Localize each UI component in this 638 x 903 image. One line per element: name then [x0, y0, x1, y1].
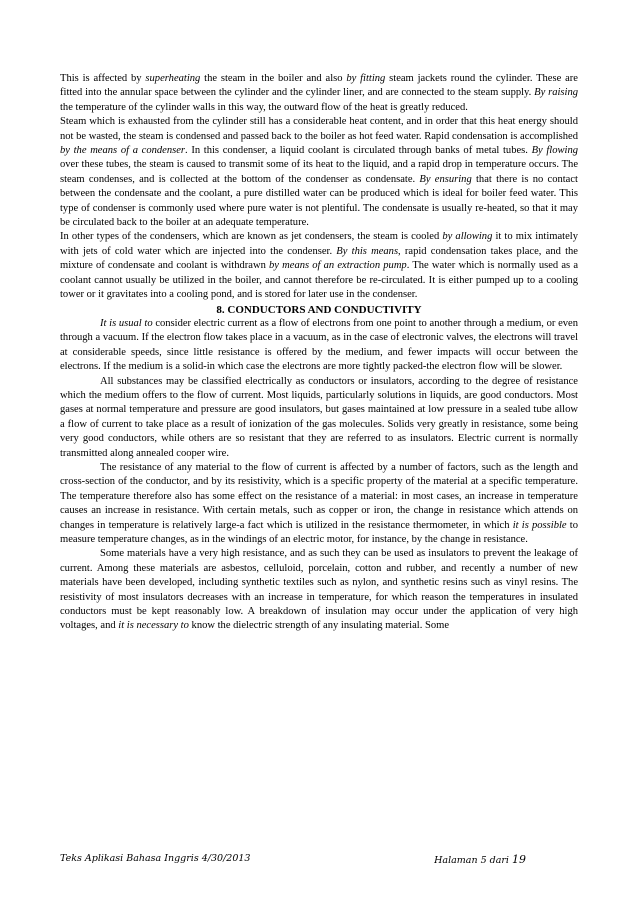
- paragraph-text: Some materials have a very high resistance, and as such they can be used as insulators to prevent the leakage of current. Among these materials are asbestos, celluloid, porcelain, cotton and rubber, and recently a number of new materials have been developed, including synthetic textiles such as nylon, and synthetic resins such as vinyl resins. The resistivity of most insulators decreases with an increase in temperature, for which reason the temperatures in insulated conductors must be kept reasonably low. A breakdown of insulation may occur under the application of very high voltages, and: [60, 548, 578, 632]
- footer-page-total: 19: [512, 853, 526, 866]
- paragraph: [60, 547, 578, 633]
- paragraph-text: . In this condenser, a liquid coolant is circulated through banks of metal tubes.: [185, 145, 532, 157]
- paragraph-text: steam jackets round the cylinder. These are fitted into the annular space between the cylinder and the cylinder liner, and are connected to the steam supply.: [60, 73, 578, 99]
- paragraph: [60, 461, 578, 547]
- paragraph-text: it to mix intimately with jets of cold water which are injected into the condenser.: [60, 231, 578, 257]
- paragraph: [60, 230, 578, 302]
- emphasis-text: it is possible: [512, 519, 567, 531]
- section-heading: [60, 303, 578, 317]
- emphasis-text: by means of an extraction pump: [269, 260, 407, 272]
- paragraph-text: In other types of the condensers, which are known as jet condensers, the steam is cooled: [60, 231, 443, 243]
- paragraph-text: know the dielectric strength of any insulating material. Some: [188, 620, 449, 632]
- emphasis-text: by the means of a condenser: [60, 145, 185, 157]
- footer-page-number: [434, 853, 526, 866]
- paragraph: [60, 317, 578, 375]
- page-footer: [60, 853, 578, 866]
- emphasis-text: It is usual to: [100, 317, 153, 329]
- paragraph-text: Steam which is exhausted from the cylinder still has a considerable heat content, and in order that this heat energy should not be wasted, the steam is condensed and passed back to the boiler as hot feed water. Rapid condensation is accomplished: [60, 116, 578, 142]
- paragraph-text: consider electric current as a flow of electrons from one point to another through a medium, or even through a vacuum. If the electron flow takes place in a vacuum, as in the case of electronic valves, the electrons will travel at considerable speeds, since little resistance is offered by the medium, and fewer impacts will occur between the electrons. If the medium is a solid-in which case the electrons are more tightly packed-the electron flow will be slower.: [60, 317, 578, 373]
- paragraph-text: All substances may be classified electrically as conductors or insulators, according to the degree of resistance which the medium offers to the flow of current. Most liquids, particularly solutions in liquids, are good conductors. Most gases at normal temperature and pressure are good insulators, but gases maintained at low pressure in a sealed tube allow a flow of current to take place as a result of ionization of the gas molecules. Solids very greatly in resistance, some being very good conductors, while others are so resistant that they are referred to as insulators. Electric current is normally transmitted along annealed cooper wire.: [60, 375, 578, 459]
- paragraph-text: the steam in the boiler and also: [200, 73, 347, 84]
- paragraph-text: This is affected by: [60, 73, 146, 84]
- paragraph-text: The resistance of any material to the flow of current is affected by a number of factors, such as the length and cross-section of the conductor, and by its resistivity, which is a specific property of the material at a specific temperature. The temperature therefore also has some effect on the resistance of a material: in most cases, an increase in temperature causes an increase in resistance. With certain metals, such as copper or iron, the change in resistance which attends on changes in temperature is relatively large-a fact which is utilized in the resistance thermometer, in which: [60, 461, 578, 531]
- emphasis-text: By raising: [534, 87, 579, 99]
- emphasis-text: By ensuring: [419, 173, 472, 185]
- paragraph: [60, 72, 578, 115]
- emphasis-text: By flowing: [531, 145, 579, 157]
- emphasis-text: by allowing: [442, 231, 493, 243]
- emphasis-text: By this means: [336, 245, 399, 257]
- paragraph: [60, 375, 578, 461]
- footer-title: Teks Aplikasi Bahasa Inggris 4/30/2013: [60, 853, 251, 864]
- paragraph-text: the temperature of the cylinder walls in this way, the outward flow of the heat is greatly reduced.: [60, 101, 468, 113]
- paragraph-text: that there is no contact between the condensate and the coolant, a pure distilled water can be produced which is ideal for boiler feed water. This type of condenser is commonly used where pure water is not plentiful. The condensate is usually re-heated, so that it may be circulated back to the boiler at an adequate temperature.: [60, 173, 578, 229]
- paragraph-text: . The water which is normally used as a coolant cannot usually be utilized in the boiler, and cannot therefore be re-circulated. It is either pumped up to a cooling tower or it gravitates into a cooling pond, and is stored for later use in the condenser.: [60, 260, 578, 301]
- document-body: [60, 72, 578, 634]
- paragraph-text: 8. CONDUCTORS AND CONDUCTIVITY: [216, 303, 422, 316]
- paragraph-text: to measure temperature changes, as in the windings of an electric motor, for instance, by the change in resistance.: [60, 519, 578, 545]
- paragraph: [60, 115, 578, 230]
- emphasis-text: superheating: [145, 73, 201, 84]
- emphasis-text: by fitting: [346, 73, 386, 84]
- footer-page-label: Halaman 5 dari: [434, 855, 512, 866]
- emphasis-text: it is necessary to: [118, 620, 189, 632]
- paragraph-text: over these tubes, the steam is caused to transmit some of its heat to the liquid, and a rapid drop in temperature occurs. The steam condenses, and is collected at the bottom of the condenser as condensate.: [60, 159, 578, 185]
- paragraph-text: , rapid condensation takes place, and the mixture of condensate and coolant is withdrawn: [60, 245, 578, 272]
